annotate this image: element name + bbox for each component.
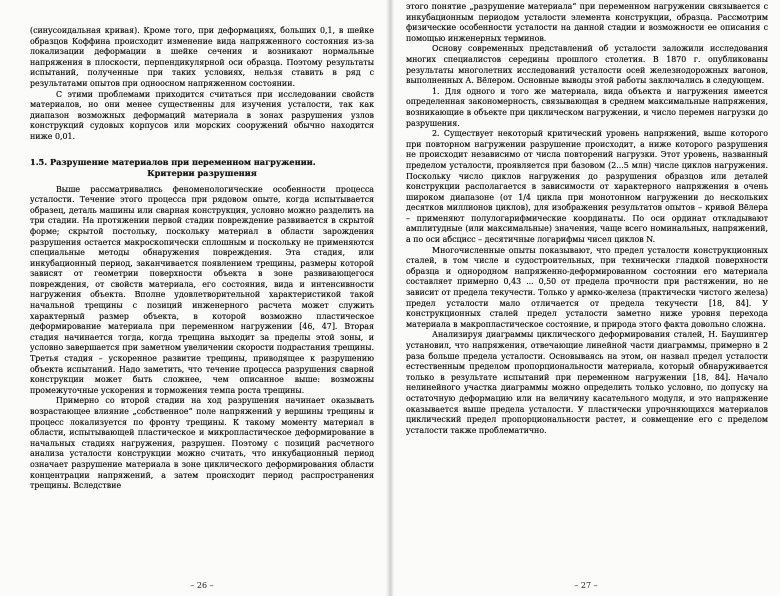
left-paragraph-stages: Выше рассматривались феноменологические особенности процесса усталости. Течение этого процесса при рядовом опыте, когда испытывается образец, деталь машины или сварная конструкция, условно можно разделить на три стадии. На протяжении первой стадии повреждение развивается в скрытой форме; скрытой постольку, поскольку материал в области зарождения разрушения остается макроскопически сплошным и поскольку не применяются специальные методы обнаружения повреждения. Эта стадия, или инкубационный период, заканчивается появлением трещины, размеры которой зависят от геометрии поверхности объекта в зоне развивающегося повреждения, от свойств материала, его состояния, вида и интенсивности нагружения объекта. Вполне удовлетворительной характеристикой такой начальной трещины с позиций инженерного расчета может служить характерный размер объекта, в которой возможно пластическое деформирование материала при переменном нагружении [46, 47]. Вторая стадия начинается тогда, когда трещина выходит за пределы этой зоны, и условно завершается при заметном увеличении скорости подрастания трещины. Третья стадия – ускоренное развитие трещины, приводящее к разрушению объекта испытаний. Надо заметить, что течение процесса разрушения сварной конструкции может быть сложнее, чем описанное выше: возможны промежуточные ускорения и торможения темпа роста трещины. xyxy=(30,184,374,395)
left-paragraph-second-stage: Примерно со второй стадии на ход разрушения начинает оказывать возрастающее влияние „собственное“ поле напряжений у вершины трещины и процесс локализуется по фронту трещины. К такому моменту материал в области, испытывающей пластическое и микропластическое деформирование в начальных стадиях нагружения, разрушен. Поэтому с позиций расчетного анализа усталости конструкции можно считать, что инкубационный период означает разрушение материала в зоне циклического деформирования области концентрации напряжений, а затем происходит период распространения трещины. Вследствие xyxy=(30,396,374,491)
right-list-item-2: 2. Существует некоторый критический уровень напряжений, выше которого при повторном нагружении разрушение происходит, а ниже которого разрушения не происходит независимо от числа повторений нагрузки. Этот уровень, названный пределом усталости, проявляется при базовом (2...5 млн) числе циклов нагружения. Поскольку число циклов нагружения до разрушения образцов или деталей конструкции располагается в зависимости от характерного напряжения в очень широком диапазоне (от 1/4 цикла при монотонном нагружении до нескольких десятков миллионов циклов), для изображения результатов опытов – кривой Вёлера – применяют полулогарифмические координаты. По оси ординат откладывают амплитудные (или максимальные) значения, чаще всего номинальных, напряжений, а по оси абсцисс – десятичные логарифмы чисел циклов N. xyxy=(406,129,768,245)
left-paragraph-continuation: (синусоидальная кривая). Кроме того, при деформациях, больших 0,1, в шейке образцов Коффина происходит изменение вида напряженного состояния из-за локализации деформации в шейке сечения и возникают нормальные напряжения в плоскости, перпендикулярной оси образца. Поэтому результаты испытаний, полученные при таких условиях, нельзя ставить в ряд с результатами опытов при одноосном напряженном состоянии. xyxy=(30,26,374,88)
section-heading xyxy=(30,157,374,179)
left-page-number: – 26 – xyxy=(190,581,214,590)
right-list-item-1: 1. Для одного и того же материала, вида объекта и нагружения имеется определенная закономерность, связывающая в среднем максимальные напряжения, возникающие в объекте при циклическом нагружении, и число перемен нагрузки до разрушения. xyxy=(406,86,768,128)
right-paragraph-experiments: Многочисленные опыты показывают, что предел усталости конструкционных сталей, в том числе и судостроительных, при технически гладкой поверхности образца и однородном напряженно-деформированном состоянии его материала составляет примерно 0,43 ... 0,50 от предела прочности при растяжении, но не зависит от предела текучести. Только у армко-железа (практически чистого железа) предел усталости мало отличается от предела текучести [18, 84]. У конструкционных сталей предел усталости заметно ниже уровня перехода материала в макропластическое состояние, и природа этого факта довольно сложна. xyxy=(406,245,768,329)
right-page-number: – 27 – xyxy=(574,581,598,590)
right-paragraph-analysis: Анализируя диаграммы циклического деформирования сталей, Н. Баушингер установил, что напряжения, отвечающие линейной части диаграммы, примерно в 2 раза больше предела усталости. Основываясь на этом, он назвал предел усталости естественным пределом пропорциональности материала, который обнаруживается только в результате испытаний при переменном нагружении [18, 84]. Начало нелинейного участка диаграммы можно определить только условно, по допуску на остаточную деформацию или на величину касательного модуля, и это напряжение оказывается выше предела усталости. У пластически упрочняющихся материалов циклический предел пропорциональности растет, и совмещение его с пределом усталости также проблематично. xyxy=(406,330,768,435)
right-paragraph-continuation: этого понятие „разрушение материала“ при переменном нагружении связывается с инкубационным периодом усталости элемента конструкции, образца. Рассмотрим физические особенности усталости на данной стадии и возможности ее описания с помощью инженерных терминов. xyxy=(406,2,768,43)
section-heading-title: 1.5. Разрушение материалов при переменном нагружении. xyxy=(30,156,316,167)
left-paragraph-problems: С этими проблемами приходится считаться при исследовании свойств материалов, но они менее существенны для изучения усталости, так как диапазон возможных деформаций материала в зонах разрушения узлов конструкций судовых корпусов или морских сооружений обычно находится ниже 0,01. xyxy=(30,89,374,141)
right-paragraph-basis: Основу современных представлений об усталости заложили исследования многих специалистов середины прошлого столетия. В 1870 г. опубликованы результаты многолетних исследований усталости осей железнодорожных вагонов, выполненных А. Вёлером. Основные выводы этой работы заключались в следующем. xyxy=(406,44,768,86)
left-page xyxy=(0,0,388,596)
right-page xyxy=(392,0,780,596)
section-heading-subtitle: Критерии разрушения xyxy=(147,167,257,178)
